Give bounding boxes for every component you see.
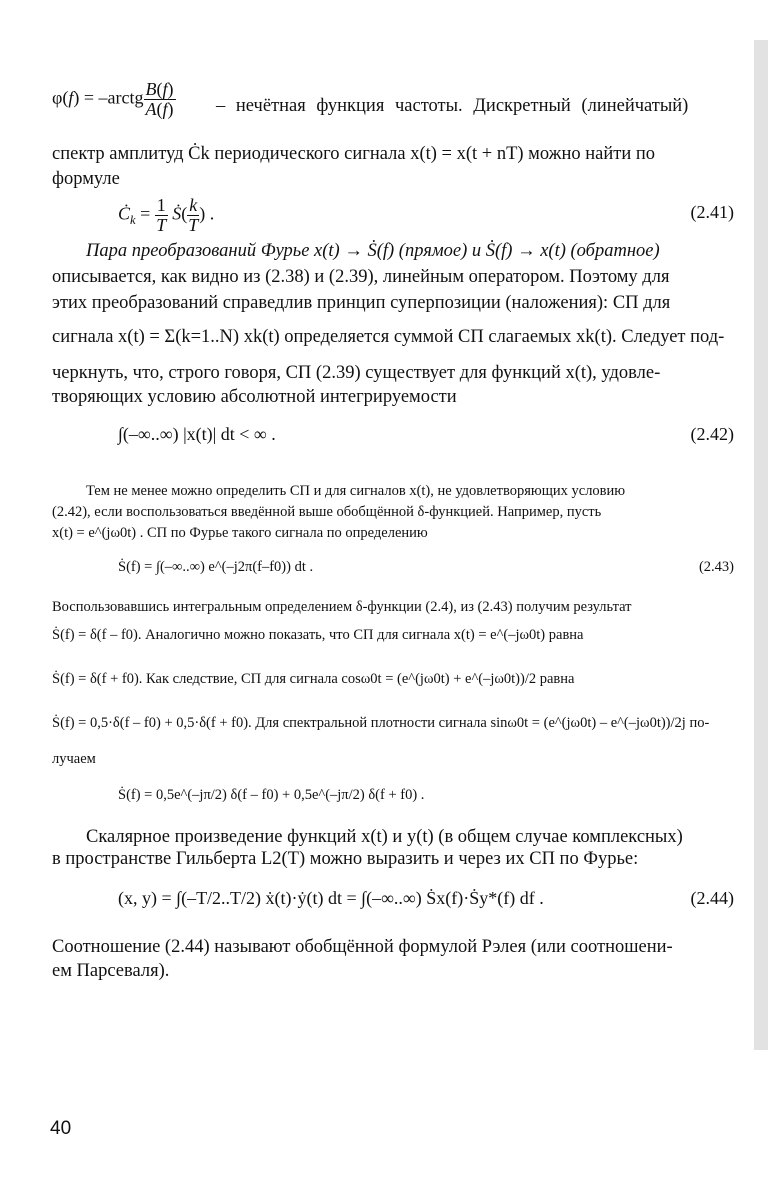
paragraph4-line2: ем Парсеваля). [52,961,170,981]
small-paragraph2-line1: Воспользовавшись интегральным определением δ-функции (2.4), из (2.43) получим результат [52,599,632,615]
paragraph2-line2: описывается, как видно из (2.38) и (2.39), линейным оператором. Поэтому для [52,267,670,287]
small-paragraph2-line4: Ṡ(f) = 0,5·δ(f – f0) + 0,5·δ(f + f0). Для спектральной плотности сигнала sinω0t = (e^(jω0t) – e^(–jω0t))/2j по- [52,715,710,731]
formula-phi: φ(f) = –arctg $\frac{B(f)}{A(f)}$ [52,79,174,119]
scan-edge-shadow [754,40,768,1050]
small-paragraph2-line2: Ṡ(f) = δ(f – f0). Аналогично можно показать, что СП для сигнала x(t) = e^(–jω0t) равна [52,627,584,643]
small-paragraph2-line5: лучаем [52,751,96,767]
paragraph3-line2: в пространстве Гильберта L2(T) можно выразить и через их СП по Фурье: [52,849,639,869]
paragraph2-line3: этих преобразований справедлив принцип суперпозиции (наложения): СП для [52,293,671,313]
equation-sin-spectrum: Ṡ(f) = 0,5e^(–jπ/2) δ(f – f0) + 0,5e^(–jπ/2) δ(f + f0) . [118,787,425,803]
small-paragraph-line2: (2.42), если воспользоваться введённой выше обобщённой δ-функцией. Например, пусть [52,504,602,520]
equation-2-41: $Ċ_k$ = $\frac{1}{T}$ Ṡ( $\frac{k}{T}$ ) . [118,195,215,235]
equation-number-2-43: (2.43) [698,559,734,575]
fourier-pair-line: Пара преобразований Фурье x(t) → Ṡ(f) (прямое) и Ṡ(f) → x(t) (обратное) [86,241,660,261]
paragraph2-line6: творяющих условию абсолютной интегрируемости [52,387,457,407]
paragraph1-line1: – нечётная функция частоты. Дискретный (линейчатый) [216,96,689,116]
paragraph3-line1: Скалярное произведение функций x(t) и y(t) (в общем случае комплексных) [86,827,683,847]
paragraph2-line4: сигнала x(t) = Σ(k=1..N) xk(t) определяется суммой СП слагаемых xk(t). Следует под- [52,327,725,347]
small-paragraph2-line3: Ṡ(f) = δ(f + f0). Как следствие, СП для сигнала cosω0t = (e^(jω0t) + e^(–jω0t))/2 равна [52,671,575,687]
paragraph2-line1 [86,240,752,262]
small-paragraph-line1: Тем не менее можно определить СП и для сигналов x(t), не удовлетворяющих условию [86,483,626,499]
small-paragraph-line3: x(t) = e^(jω0t) . СП по Фурье такого сигнала по определению [52,525,428,541]
equation-2-43: Ṡ(f) = ∫(–∞..∞) e^(–j2π(f–f0)) dt . [118,559,314,575]
paragraph1-line3: формуле [52,169,120,189]
paragraph1-line2: спектр амплитуд Ċk периодического сигнала x(t) = x(t + nT) можно найти по [52,144,655,164]
paragraph2-line5: черкнуть, что, строго говоря, СП (2.39) существует для функций x(t), удовле- [52,363,661,383]
equation-number-2-42: (2.42) [690,424,734,444]
page-number: 40 [50,1118,72,1139]
equation-number-2-44: (2.44) [690,888,734,908]
equation-2-44: (x, y) = ∫(–T/2..T/2) ẋ(t)·ẏ(t) dt = ∫(–∞..∞) Ṡx(f)·Ṡy*(f) df . [118,888,544,908]
equation-2-42: ∫(–∞..∞) |x(t)| dt < ∞ . [118,424,276,444]
equation-number-2-41: (2.41) [690,202,734,222]
paragraph4-line1: Соотношение (2.44) называют обобщённой формулой Рэлея (или соотношени- [52,937,673,957]
